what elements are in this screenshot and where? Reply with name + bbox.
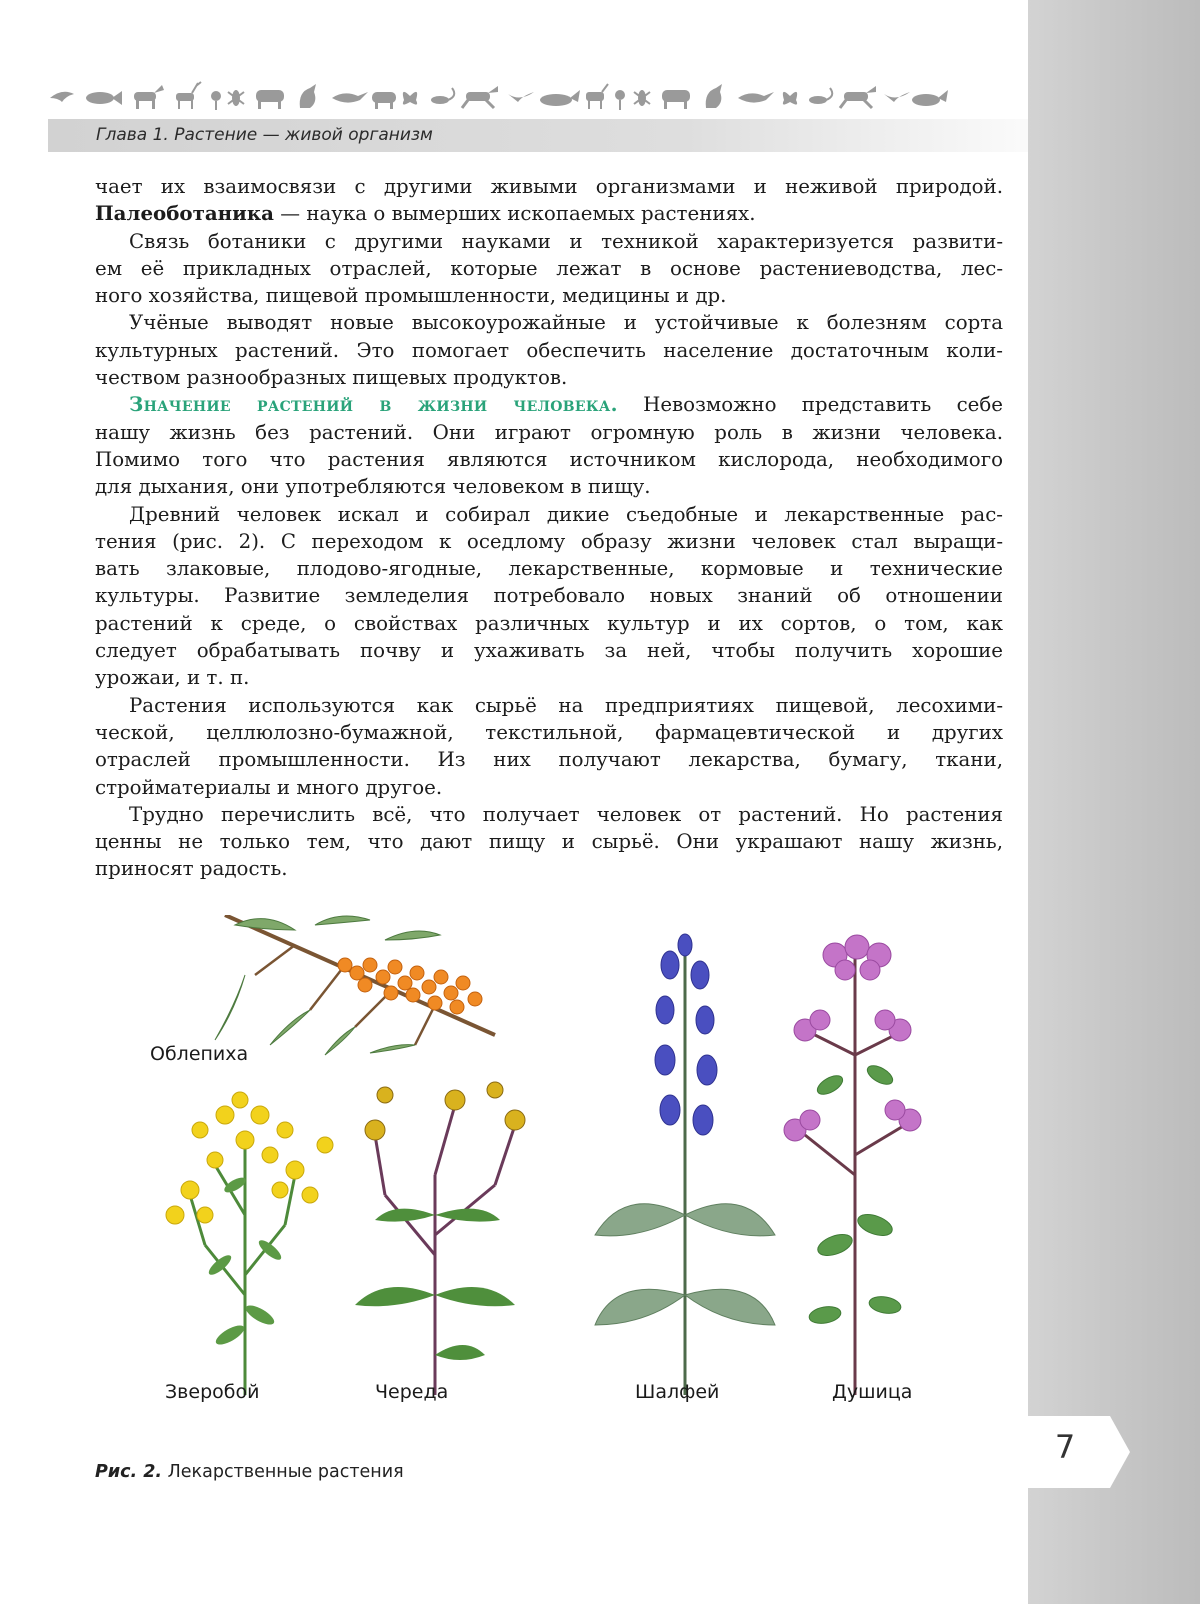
text-line: для дыхания, они употребляются человеком в пищу. bbox=[95, 475, 651, 499]
text-line: Учёные выводят новые высокоурожайные и устойчивые к болезням сорта bbox=[129, 311, 1003, 335]
sea-buckthorn-illustration bbox=[215, 915, 495, 1055]
text-line: ческой, целлюлозно-бумажной, текстильной, фармацевтической и других bbox=[95, 720, 1003, 744]
text-line: Связь ботаники с другими науками и техникой характеризуется развити- bbox=[129, 229, 1003, 253]
st-johns-wort-illustration bbox=[166, 1092, 333, 1395]
text-line: вать злаковые, плодово-ягодные, лекарственные, кормовые и технические bbox=[95, 557, 1003, 581]
sage-illustration bbox=[595, 934, 775, 1395]
oregano-illustration bbox=[784, 935, 921, 1395]
text-line: Растения используются как сырьё на предприятиях пищевой, лесохими- bbox=[129, 693, 1003, 717]
figure-caption bbox=[95, 1462, 404, 1482]
animal-silhouettes-icon bbox=[48, 80, 958, 112]
text-line: стройматериалы и много другое. bbox=[95, 775, 443, 799]
text-line: следует обрабатывать почву и ухаживать за ней, чтобы получить хорошие bbox=[95, 639, 1003, 663]
caption-text: Лекарственные растения bbox=[167, 1462, 404, 1482]
label-shalfey: Шалфей bbox=[635, 1381, 720, 1403]
text-line: культурных растений. Это помогает обеспечить население достаточным коли- bbox=[95, 338, 1003, 362]
text-line: Помимо того что растения являются источником кислорода, необходимого bbox=[95, 447, 1003, 471]
text-line: нашу жизнь без растений. Они играют огромную роль в жизни человека. bbox=[95, 420, 1003, 444]
text-line: растений к среде, о свойствах различных культур и их сортов, о том, как bbox=[95, 611, 1003, 635]
text-line: Древний человек искал и собирал дикие съедобные и лекарственные рас- bbox=[129, 502, 1003, 526]
text-line: Значение растений в жизни человека. Невозможно представить себе bbox=[129, 392, 1003, 417]
page-side-margin bbox=[1028, 0, 1200, 1604]
text-line: приносят радость. bbox=[95, 857, 288, 881]
caption-number: Рис. 2. bbox=[95, 1462, 163, 1482]
label-oblepikha: Облепиха bbox=[150, 1043, 249, 1065]
text-line: урожаи, и т. п. bbox=[95, 666, 250, 690]
text-line: Трудно перечислить всё, что получает человек от растений. Но растения bbox=[129, 802, 1003, 826]
figure-medicinal-plants bbox=[95, 915, 995, 1435]
label-chereda: Череда bbox=[375, 1381, 449, 1403]
section-heading: Значение растений в жизни человека. bbox=[129, 392, 618, 417]
body-text bbox=[95, 173, 1003, 883]
text-line: тения (рис. 2). С переходом к оседлому образу жизни человек стал выращи- bbox=[95, 529, 1003, 553]
text-line: чает их взаимосвязи с другими живыми организмами и неживой природой. bbox=[95, 175, 1003, 198]
text-line: отраслей промышленности. Из них получают лекарства, бумагу, ткани, bbox=[95, 748, 1003, 772]
text-line: культуры. Развитие земледелия потребовало новых знаний об отношении bbox=[95, 584, 1003, 608]
text-line: ем её прикладных отраслей, которые лежат в основе растениеводства, лес- bbox=[95, 256, 1003, 280]
term-paleobotany: Палеоботаника bbox=[95, 201, 274, 226]
text-line: ценны не только тем, что дают пищу и сырьё. Они украшают нашу жизнь, bbox=[95, 830, 1003, 854]
page-number: 7 bbox=[1054, 1428, 1076, 1466]
chapter-header bbox=[48, 119, 1028, 152]
text-line: чеством разнообразных пищевых продуктов. bbox=[95, 366, 568, 390]
label-dushitsa: Душица bbox=[832, 1381, 913, 1403]
chapter-title: Глава 1. Растение — живой организм bbox=[96, 125, 433, 145]
text-line: ного хозяйства, пищевой промышленности, медицины и др. bbox=[95, 284, 727, 308]
bur-marigold-illustration bbox=[355, 1082, 525, 1395]
text-line: Палеоботаника — наука о вымерших ископаемых растениях. bbox=[95, 201, 756, 226]
label-zveroboy: Зверобой bbox=[165, 1381, 260, 1403]
